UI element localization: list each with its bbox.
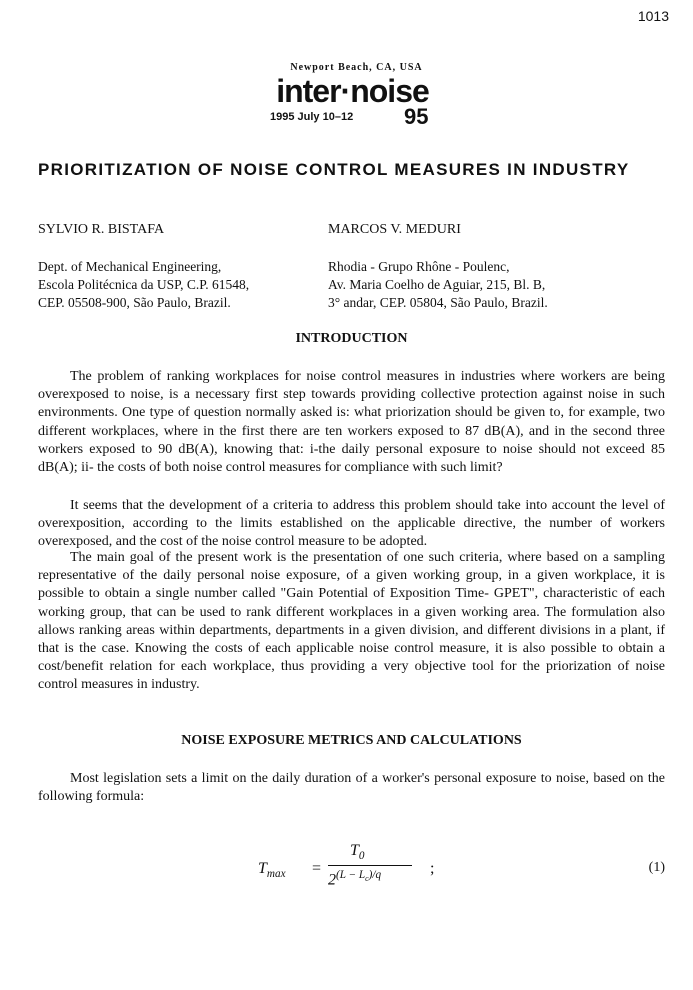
- conference-location: Newport Beach, CA, USA: [290, 62, 423, 73]
- body-paragraph: The problem of ranking workplaces for noise control measures in industries where workers are being overexposed to noise, is a necessary first step towards providing collective protection against noise in such environments. One type of question normally asked is: what priorization should be given to, for example, two different workplaces, where in the first there are ten workers exposed to 87 dB(A), and in the second three workers exposed to 90 dB(A), knowing that: i-the daily personal exposure to noise should not exceed 85 dB(A); ii- the costs of both noise control measures for compliance with such limit?: [38, 369, 665, 476]
- page-number: 1013: [637, 8, 669, 24]
- body-paragraph: The main goal of the present work is the presentation of one such criteria, where based on a sampling representative of the daily personal noise exposure, of a given working group, in a given workplace, it is possible to obtain a single number called "Gain Potential of Exposition Time- GPET", characteristic of each working group, that can be used to rank different workplaces in a given working area. The formulation also allows ranking areas within departments, departments in a given division, and different divisions in a plant, if that is the case. Knowing the costs of each applicable noise control measure, it is also possible to obtain a cost/benefit relation for each workplace, thus providing a very objective tool for the priorization of noise control measures in industry.: [38, 550, 665, 693]
- affiliation-line: Escola Politécnica da USP, C.P. 61548,: [38, 277, 250, 292]
- equation-tmax: $T_{max}$ = $T_0$ $2^{(L - L_c)/q}$ ;: [258, 842, 435, 889]
- paper-title: PRIORITIZATION OF NOISE CONTROL MEASURES IN INDUSTRY: [38, 160, 630, 179]
- section-heading-introduction: INTRODUCTION: [295, 331, 408, 346]
- affiliation-line: CEP. 05508-900, São Paulo, Brazil.: [38, 295, 231, 310]
- body-paragraph: It seems that the development of a criteria to address this problem should take into account the level of overexposition, according to the limits established on the applicable directive, the number of workers overexposed, and the cost of the noise control measure to be adopted.: [38, 498, 665, 550]
- affiliation-line: Rhodia - Grupo Rhône - Poulenc,: [328, 259, 510, 274]
- affiliation-line: Av. Maria Coelho de Aguiar, 215, Bl. B,: [328, 277, 546, 292]
- author-affiliation-1: [38, 258, 328, 312]
- body-paragraph: Most legislation sets a limit on the daily duration of a worker's personal exposure to noise, based on the following formula:: [38, 771, 665, 805]
- affiliation-line: Dept. of Mechanical Engineering,: [38, 259, 222, 274]
- section-heading-metrics: NOISE EXPOSURE METRICS AND CALCULATIONS: [181, 733, 522, 748]
- conference-logo: inter·noise: [276, 73, 429, 109]
- author-name-2: MARCOS V. MEDURI: [328, 222, 461, 237]
- equation-number: (1): [648, 860, 665, 875]
- author-affiliation-2: [328, 258, 668, 312]
- affiliation-line: 3° andar, CEP. 05804, São Paulo, Brazil.: [328, 295, 548, 310]
- conference-date: 1995 July 10–12: [270, 111, 354, 123]
- author-name-1: SYLVIO R. BISTAFA: [38, 222, 165, 237]
- conference-year: 95: [404, 104, 429, 129]
